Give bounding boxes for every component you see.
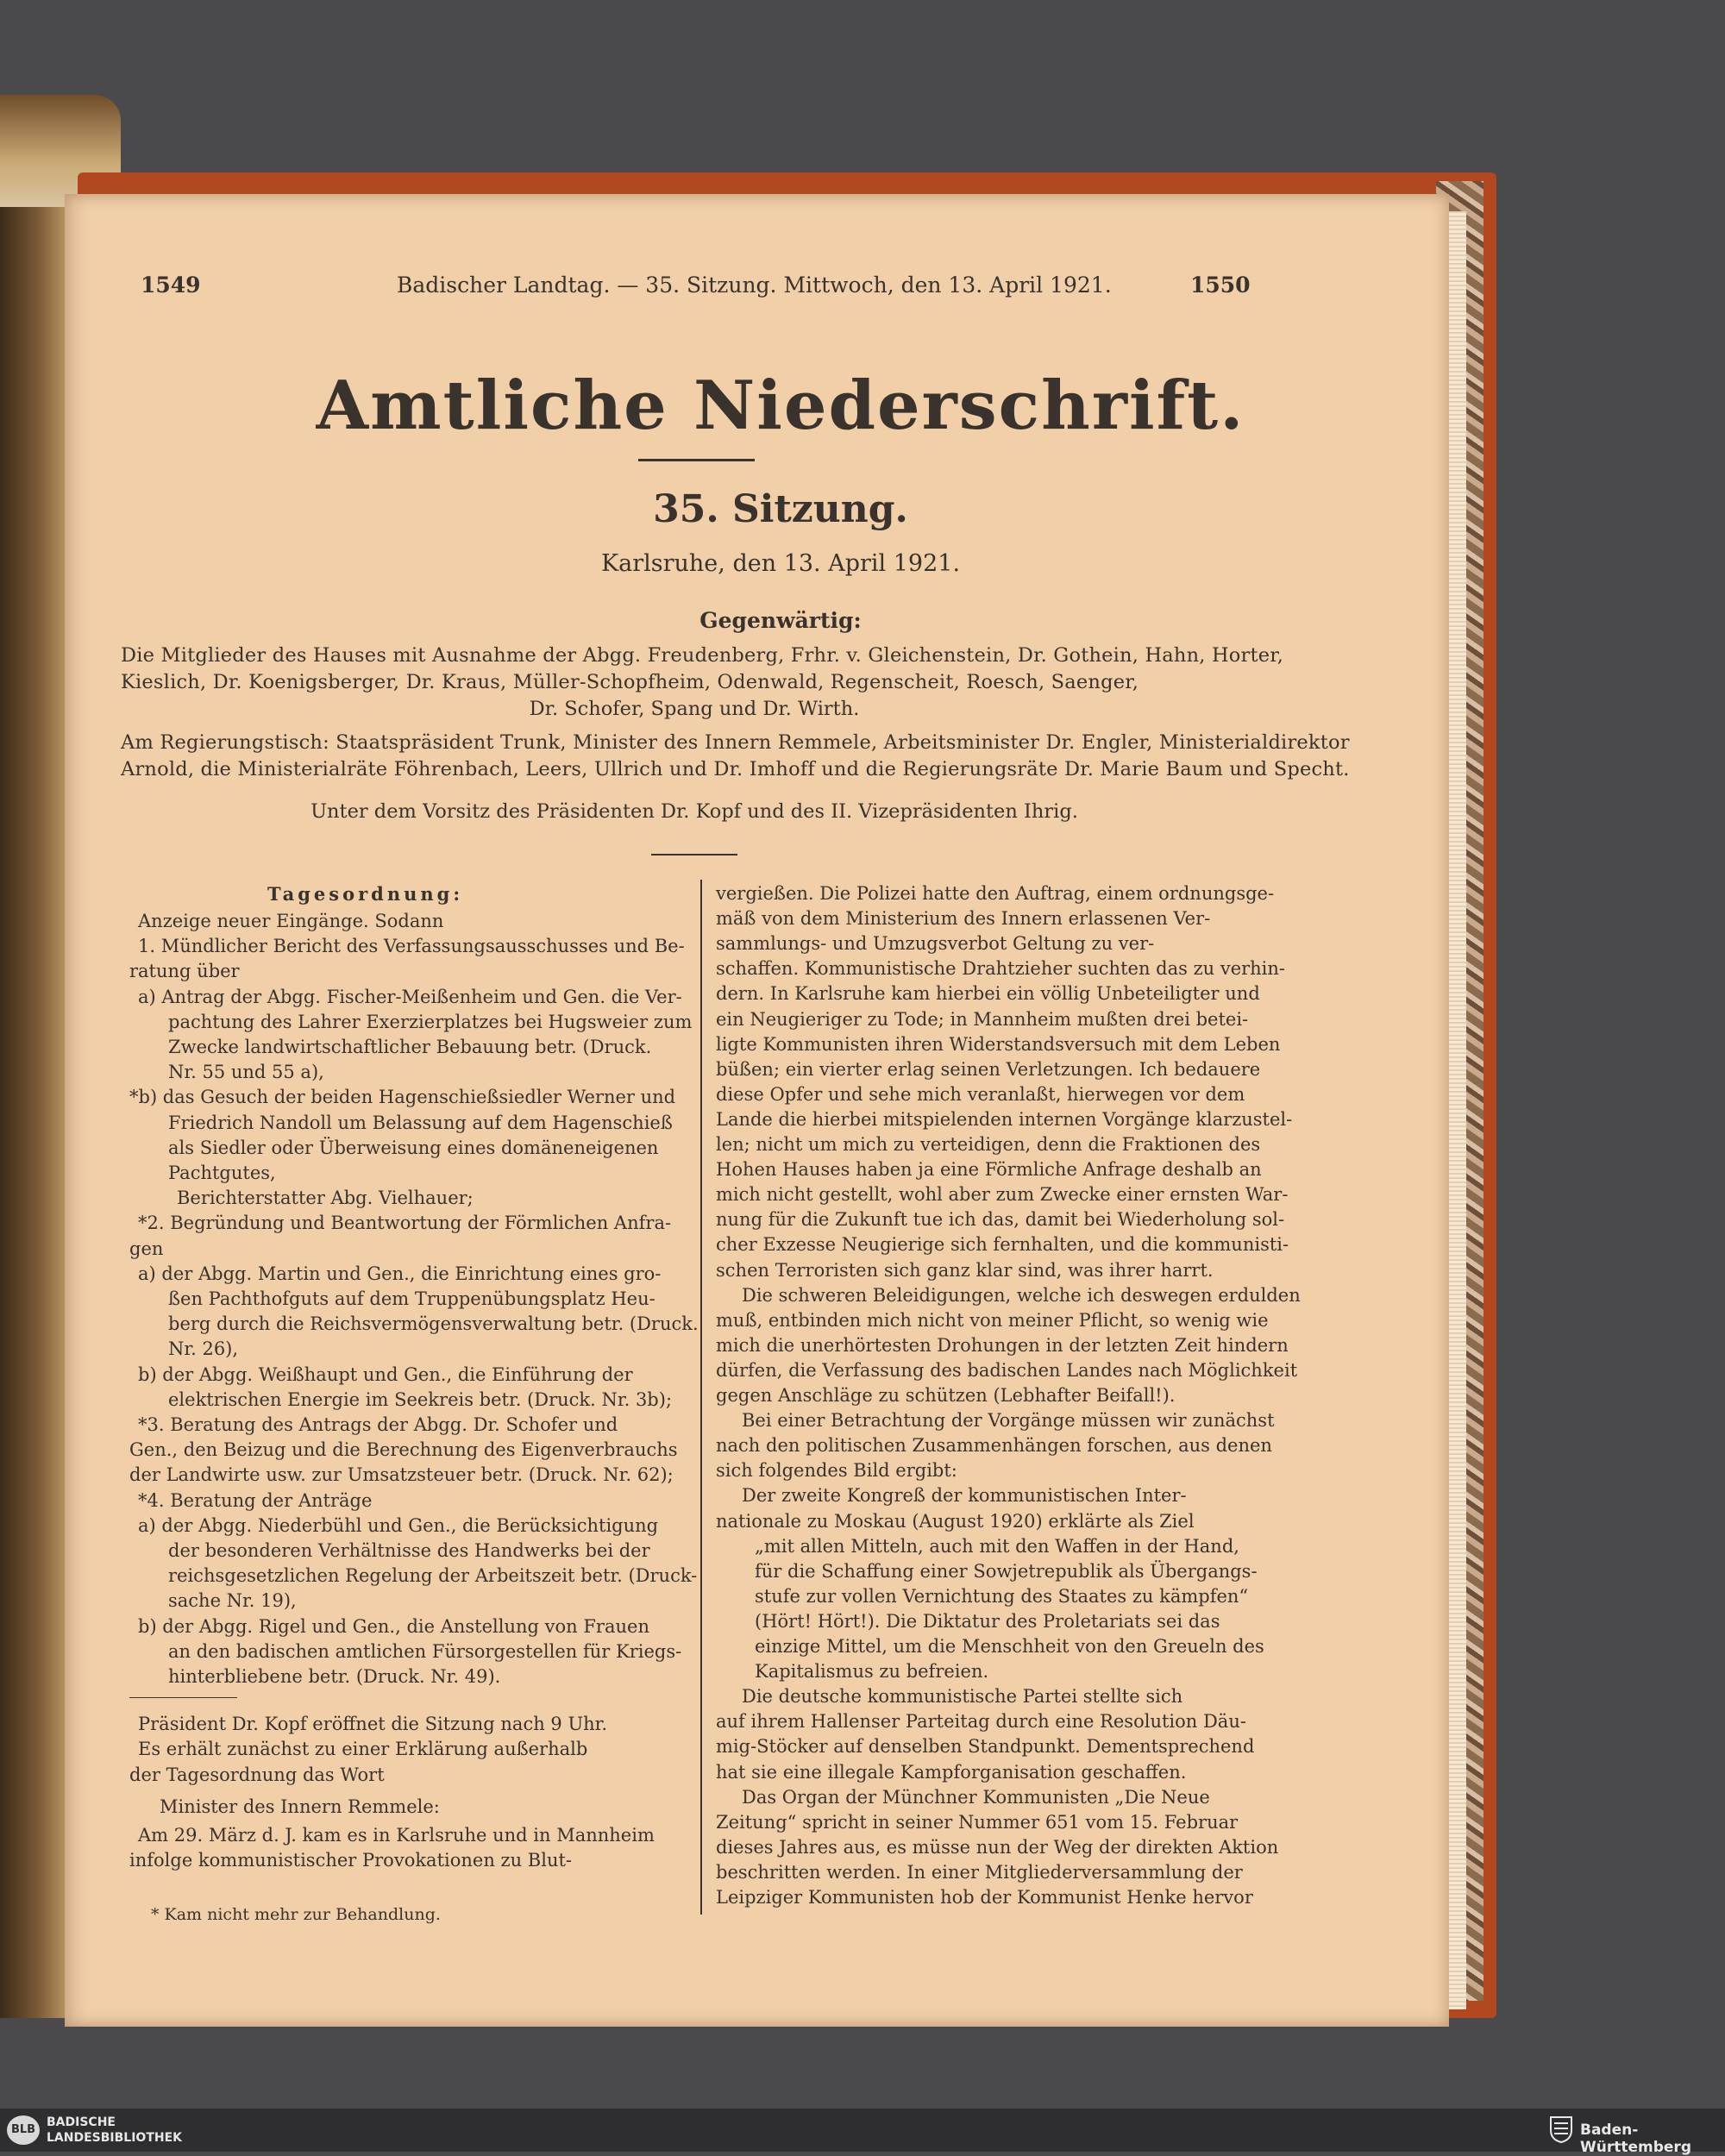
library-name-line: BADISCHE [47, 2115, 116, 2129]
left-column-line: a) der Abgg. Niederbühl und Gen., die Berücksichtigung [138, 1514, 659, 1536]
left-column-line: Pachtgutes, [168, 1163, 276, 1183]
right-column-line: Zeitung“ spricht in seiner Nummer 651 vom 15. Februar [716, 1811, 1239, 1833]
right-column-line: (Hört! Hört!). Die Diktatur des Proletariats sei das [755, 1610, 1220, 1632]
right-column-line: für die Schaffung einer Sowjetrepublik als Übergangs- [755, 1560, 1258, 1582]
left-column-line: Zwecke landwirtschaftlicher Bebauung betr. (Druck. [168, 1037, 652, 1057]
right-column-line: schen Terroristen sich ganz klar sind, was ihrer harrt. [716, 1259, 1214, 1281]
left-column-line: infolge kommunistischer Provokationen zu Blut- [129, 1850, 573, 1871]
place-date: Karlsruhe, den 13. April 1921. [600, 550, 961, 577]
left-column-line: b) der Abgg. Rigel und Gen., die Anstellung von Frauen [138, 1615, 649, 1637]
right-column-line: sammlungs- und Umzugsverbot Geltung zu ver- [716, 933, 1155, 955]
left-column-line: elektrischen Energie im Seekreis betr. (Druck. Nr. 3b); [168, 1388, 673, 1410]
right-column-line: diese Opfer und sehe mich veranlaßt, hierwegen vor dem [716, 1083, 1245, 1105]
right-column-line: hat sie eine illegale Kampforganisation geschaffen. [716, 1761, 1187, 1783]
right-column-line: mäß von dem Ministerium des Innern erlassenen Ver- [716, 908, 1211, 930]
right-column-line: Bei einer Betrachtung der Vorgänge müssen wir zunächst [742, 1410, 1275, 1432]
right-column-line: ein Neugieriger zu Tode; in Mannheim mußten drei betei- [716, 1008, 1249, 1030]
left-column-line: sache Nr. 19), [168, 1590, 297, 1612]
left-column-line: als Siedler oder Überweisung eines domäneneigenen [168, 1137, 659, 1158]
left-column-line: Nr. 26), [168, 1338, 239, 1360]
right-column-line: Das Organ der Münchner Kommunisten „Die Neue [742, 1786, 1210, 1808]
right-column-line: len; nicht um mich zu verteidigen, denn die Fraktionen des [716, 1134, 1261, 1155]
page-number-right: 1550 [1190, 273, 1251, 298]
government-line: Am Regierungstisch: Staatspräsident Trunk, Minister des Innern Remmele, Arbeitsminister Dr. Engler, Ministerialdirektor [121, 731, 1350, 754]
right-column-line: mich die unerhörtesten Drohungen in der letzten Zeit hindern [716, 1334, 1289, 1356]
present-line: Dr. Schofer, Spang und Dr. Wirth. [529, 698, 860, 720]
right-column-line: büßen; ein vierter erlag seinen Verletzungen. Ich bedauere [716, 1058, 1261, 1080]
left-column-line: an den badischen amtlichen Fürsorgestellen für Kriegs- [168, 1640, 682, 1662]
right-column-line: „mit allen Mitteln, auch mit den Waffen in der Hand, [755, 1535, 1239, 1557]
left-column-line: *b) das Gesuch der beiden Hagenschießsiedler Werner und [129, 1087, 676, 1108]
left-column-line: b) der Abgg. Weißhaupt und Gen., die Einführung der [138, 1363, 633, 1385]
page-number-left: 1549 [141, 273, 201, 298]
right-column-line: Die deutsche kommunistische Partei stellte sich [742, 1686, 1183, 1708]
left-column-line: reichsgesetzlichen Regelung der Arbeitszeit betr. (Druck- [168, 1565, 698, 1587]
left-column-line: a) Antrag der Abgg. Fischer-Meißenheim und Gen. die Ver- [138, 986, 682, 1007]
right-column-line: gegen Anschläge zu schützen (Lebhafter Beifall!). [716, 1385, 1176, 1406]
right-column-line: dürfen, die Verfassung des badischen Landes nach Möglichkeit [716, 1359, 1298, 1381]
session-heading: 35. Sitzung. [653, 487, 908, 531]
left-column-line: Berichterstatter Abg. Vielhauer; [177, 1188, 474, 1209]
right-column-line: nung für die Zukunft tue ich das, damit bei Wiederholung sol- [716, 1209, 1285, 1231]
left-column-line: Es erhält zunächst zu einer Erklärung außerhalb [138, 1739, 588, 1760]
right-column-line: sich folgendes Bild ergibt: [716, 1460, 957, 1482]
right-column-line: Lande die hierbei mitspielenden internen Vorgänge klarzustel- [716, 1108, 1293, 1130]
government-line: Arnold, die Ministerialräte Föhrenbach, Leers, Ullrich und Dr. Imhoff und die Regierungsräte Dr. Marie Baum und Specht. [121, 758, 1350, 780]
left-column-line: Gen., den Beizug und die Berechnung des Eigenverbrauchs [129, 1439, 678, 1461]
left-column-line: pachtung des Lahrer Exerzierplatzes bei Hugsweier zum [168, 1011, 693, 1032]
left-column-line: berg durch die Reichsvermögensverwaltung betr. (Druck. [168, 1313, 699, 1335]
right-column-line: beschritten werden. In einer Mitgliederversammlung der [716, 1861, 1243, 1883]
right-column-line: auf ihrem Hallenser Parteitag durch eine Resolution Däu- [716, 1711, 1246, 1733]
right-column-line: Der zweite Kongreß der kommunistischen Inter- [742, 1485, 1187, 1507]
blb-logo-icon: BLB [7, 2115, 40, 2145]
right-column-line: ligte Kommunisten ihren Widerstandsversuch mit dem Leben [716, 1033, 1281, 1055]
column-divider [700, 880, 702, 1915]
right-column-line: Die schweren Beleidigungen, welche ich deswegen erdulden [742, 1284, 1301, 1306]
left-column-line: hinterbliebene betr. (Druck. Nr. 49). [168, 1666, 501, 1687]
left-column-line: der Tagesordnung das Wort [129, 1764, 385, 1785]
present-label: Gegenwärtig: [699, 608, 862, 633]
right-column-line: mich nicht gestellt, wohl aber zum Zwecke einer ernsten War- [716, 1184, 1289, 1206]
left-column-line: a) der Abgg. Martin und Gen., die Einrichtung eines gro- [138, 1263, 662, 1284]
left-column-line: Friedrich Nandoll um Belassung auf dem Hagenschieß [168, 1112, 673, 1133]
library-name [47, 2115, 182, 2146]
title-rule [638, 459, 755, 461]
left-column-line: ratung über [129, 961, 240, 982]
right-column-line: nationale zu Moskau (August 1920) erklärte als Ziel [716, 1510, 1195, 1532]
left-column-line: gen [129, 1238, 164, 1259]
section-rule [651, 854, 737, 856]
present-line: Kieslich, Dr. Koenigsberger, Dr. Kraus, Müller-Schopfheim, Odenwald, Regenscheit, Roesch, Saenger, [121, 671, 1139, 693]
right-column-line: einzige Mittel, um die Menschheit von den Greueln des [755, 1636, 1264, 1657]
right-column-line: mig-Stöcker auf denselben Standpunkt. Dementsprechend [716, 1736, 1255, 1758]
left-column-line: der Landwirte usw. zur Umsatzsteuer betr. (Druck. Nr. 62); [129, 1464, 674, 1486]
left-column-line: Am 29. März d. J. kam es in Karlsruhe und in Mannheim [138, 1825, 655, 1846]
left-column-line: *2. Begründung und Beantwortung der Förmlichen Anfra- [138, 1213, 672, 1234]
running-title: Badischer Landtag. — 35. Sitzung. Mittwoch, den 13. April 1921. [397, 273, 1112, 298]
left-column-line: *3. Beratung des Antrags der Abgg. Dr. Schofer und [138, 1414, 618, 1435]
right-column-line: dern. In Karlsruhe kam hierbei ein völlig Unbeteiligter und [716, 983, 1260, 1005]
left-column-line: Präsident Dr. Kopf eröffnet die Sitzung nach 9 Uhr. [138, 1714, 608, 1735]
right-column-line: muß, entbinden mich nicht von meiner Pflicht, so wenig wie [716, 1309, 1269, 1331]
right-column-line: stufe zur vollen Vernichtung des Staates zu kämpfen“ [755, 1585, 1249, 1607]
right-column-line: Kapitalismus zu befreien. [755, 1661, 989, 1683]
left-column-line: Anzeige neuer Eingänge. Sodann [138, 911, 444, 931]
left-column-line: *4. Beratung der Anträge [138, 1489, 373, 1511]
left-column-line: Minister des Innern Remmele: [160, 1796, 440, 1817]
chair-line: Unter dem Vorsitz des Präsidenten Dr. Kopf und des II. Vizepräsidenten Ihrig. [310, 800, 1078, 823]
right-column-line: schaffen. Kommunistische Drahtzieher suchten das zu verhin- [716, 958, 1286, 980]
left-column-line: 1. Mündlicher Bericht des Verfassungsausschusses und Be- [138, 936, 685, 957]
right-column-line: Leipziger Kommunisten hob der Kommunist Henke hervor [716, 1887, 1253, 1908]
right-column-line: dieses Jahres aus, es müsse nun der Weg der direkten Aktion [716, 1836, 1279, 1858]
right-column-line: cher Exzesse Neugierige sich fernhalten, und die kommunisti- [716, 1234, 1289, 1256]
right-column-line: vergießen. Die Polizei hatte den Auftrag, einem ordnungsge- [716, 883, 1275, 904]
left-column-line: Nr. 55 und 55 a), [168, 1062, 324, 1083]
document-title: Amtliche Niederschrift. [316, 367, 1245, 445]
state-coat-of-arms-icon [1548, 2115, 1574, 2144]
left-column-line: der besonderen Verhältnisse des Handwerks bei der [168, 1540, 650, 1561]
present-line: Die Mitglieder des Hauses mit Ausnahme der Abgg. Freudenberg, Frhr. v. Gleichenstein, Dr. Gothein, Hahn, Horter, [121, 644, 1284, 667]
agenda-heading: Tagesordnung: [267, 883, 464, 905]
footnote-rule [129, 1697, 237, 1698]
page-edges [1449, 211, 1466, 2009]
right-column-line: nach den politischen Zusammenhängen forschen, aus denen [716, 1435, 1272, 1457]
footnote: * Kam nicht mehr zur Behandlung. [151, 1905, 441, 1925]
left-column-line: ßen Pachthofguts auf dem Truppenübungsplatz Heu- [168, 1288, 656, 1309]
footer-bar [0, 2109, 1725, 2152]
right-column-line: Hohen Hauses haben ja eine Förmliche Anfrage deshalb an [716, 1159, 1262, 1181]
library-name-line: LANDESBIBLIOTHEK [47, 2131, 183, 2145]
state-label: Baden-Württemberg [1580, 2122, 1691, 2156]
